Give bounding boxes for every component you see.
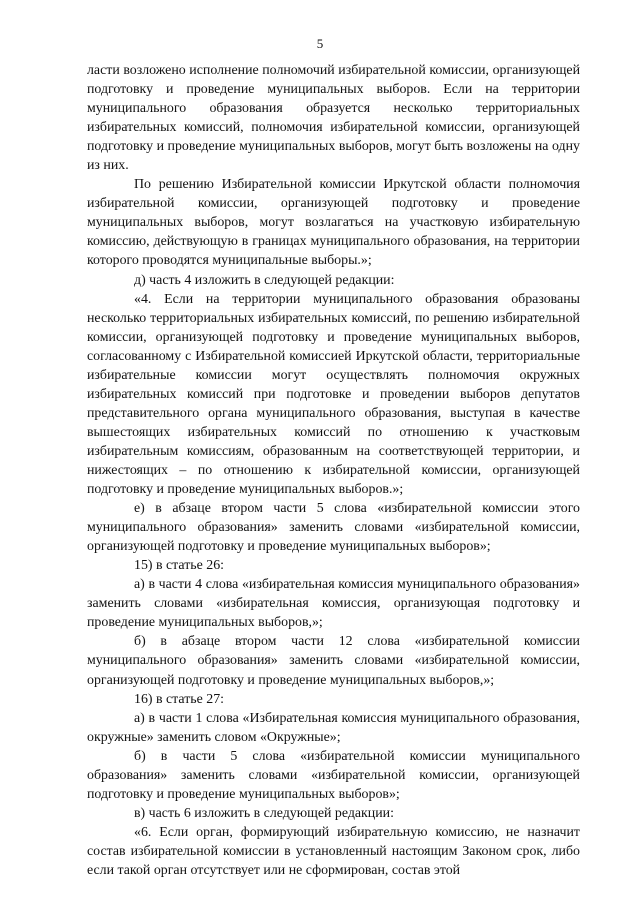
paragraph: По решению Избирательной комиссии Иркутской области полномочия избирательной комиссии, организующей подготовку и проведение муниципальных выборов, могут возлагаться на участковую избирательную комиссию, действующую в границах муниципального образования, на территории которого проводятся муниципальные выборы.»; bbox=[87, 177, 580, 269]
paragraph: д) часть 4 изложить в следующей редакции: bbox=[134, 272, 395, 288]
paragraph-continuation: ласти возложено исполнение полномочий избирательной комиссии, организующей подготовку и проведение муниципальных выборов. Если на территории муниципального образования образуется несколько территориальных избирательных комиссий, полномочия избирательной комиссии, организующей подготовку и проведение муниципальных выборов, могут быть возложены на одну из них. bbox=[87, 63, 580, 174]
paragraph: «6. Если орган, формирующий избирательную комиссию, не назначит состав избирательной комиссии в установленный настоящим Законом срок, либо если такой орган отсутствует или не сформирован, состав этой bbox=[87, 824, 580, 878]
page-number: 5 bbox=[316, 36, 324, 51]
document-body bbox=[87, 61, 580, 880]
paragraph: а) в части 4 слова «избирательная комиссия муниципального образования» заменить словами «избирательная комиссия, организующая подготовку и проведение муниципальных выборов,»; bbox=[87, 577, 580, 631]
paragraph: а) в части 1 слова «Избирательная комиссия муниципального образования, окружные» заменить словом «Окружные»; bbox=[87, 710, 580, 745]
paragraph: е) в абзаце втором части 5 слова «избирательной комиссии этого муниципального образования» заменить словами «избирательной комиссии, организующей подготовку и проведение муниципальных выборов»; bbox=[87, 501, 580, 555]
paragraph: 15) в статье 26: bbox=[134, 558, 225, 574]
paragraph: б) в части 5 слова «избирательной комиссии муниципального образования» заменить словами «избирательной комиссии, организующей подготовку и проведение муниципальных выборов»; bbox=[87, 748, 580, 802]
paragraph: в) часть 6 изложить в следующей редакции: bbox=[134, 805, 394, 821]
paragraph: 16) в статье 27: bbox=[134, 691, 225, 707]
paragraph: «4. Если на территории муниципального образования образованы несколько территориальных избирательных комиссий, по решению избирательной комиссии, организующей подготовку и проведение муниципальных выборов, согласованному с Избирательной комиссией Иркутской области, территориальные избирательные комиссии могут осуществлять полномочия окружных избирательных комиссий при подготовке и проведении выборов депутатов представительного органа муниципального образования, выступая в качестве вышестоящих избирательных комиссий по отношению к участковым избирательным комиссиям, образованным на соответствующей территории, и нижестоящих – по отношению к избирательной комиссии, организующей подготовку и проведение муниципальных выборов.»; bbox=[87, 291, 580, 498]
paragraph: б) в абзаце втором части 12 слова «избирательной комиссии муниципального образования» заменить словами «избирательной комиссии, организующей подготовку и проведение муниципальных выборов,»; bbox=[87, 634, 580, 688]
